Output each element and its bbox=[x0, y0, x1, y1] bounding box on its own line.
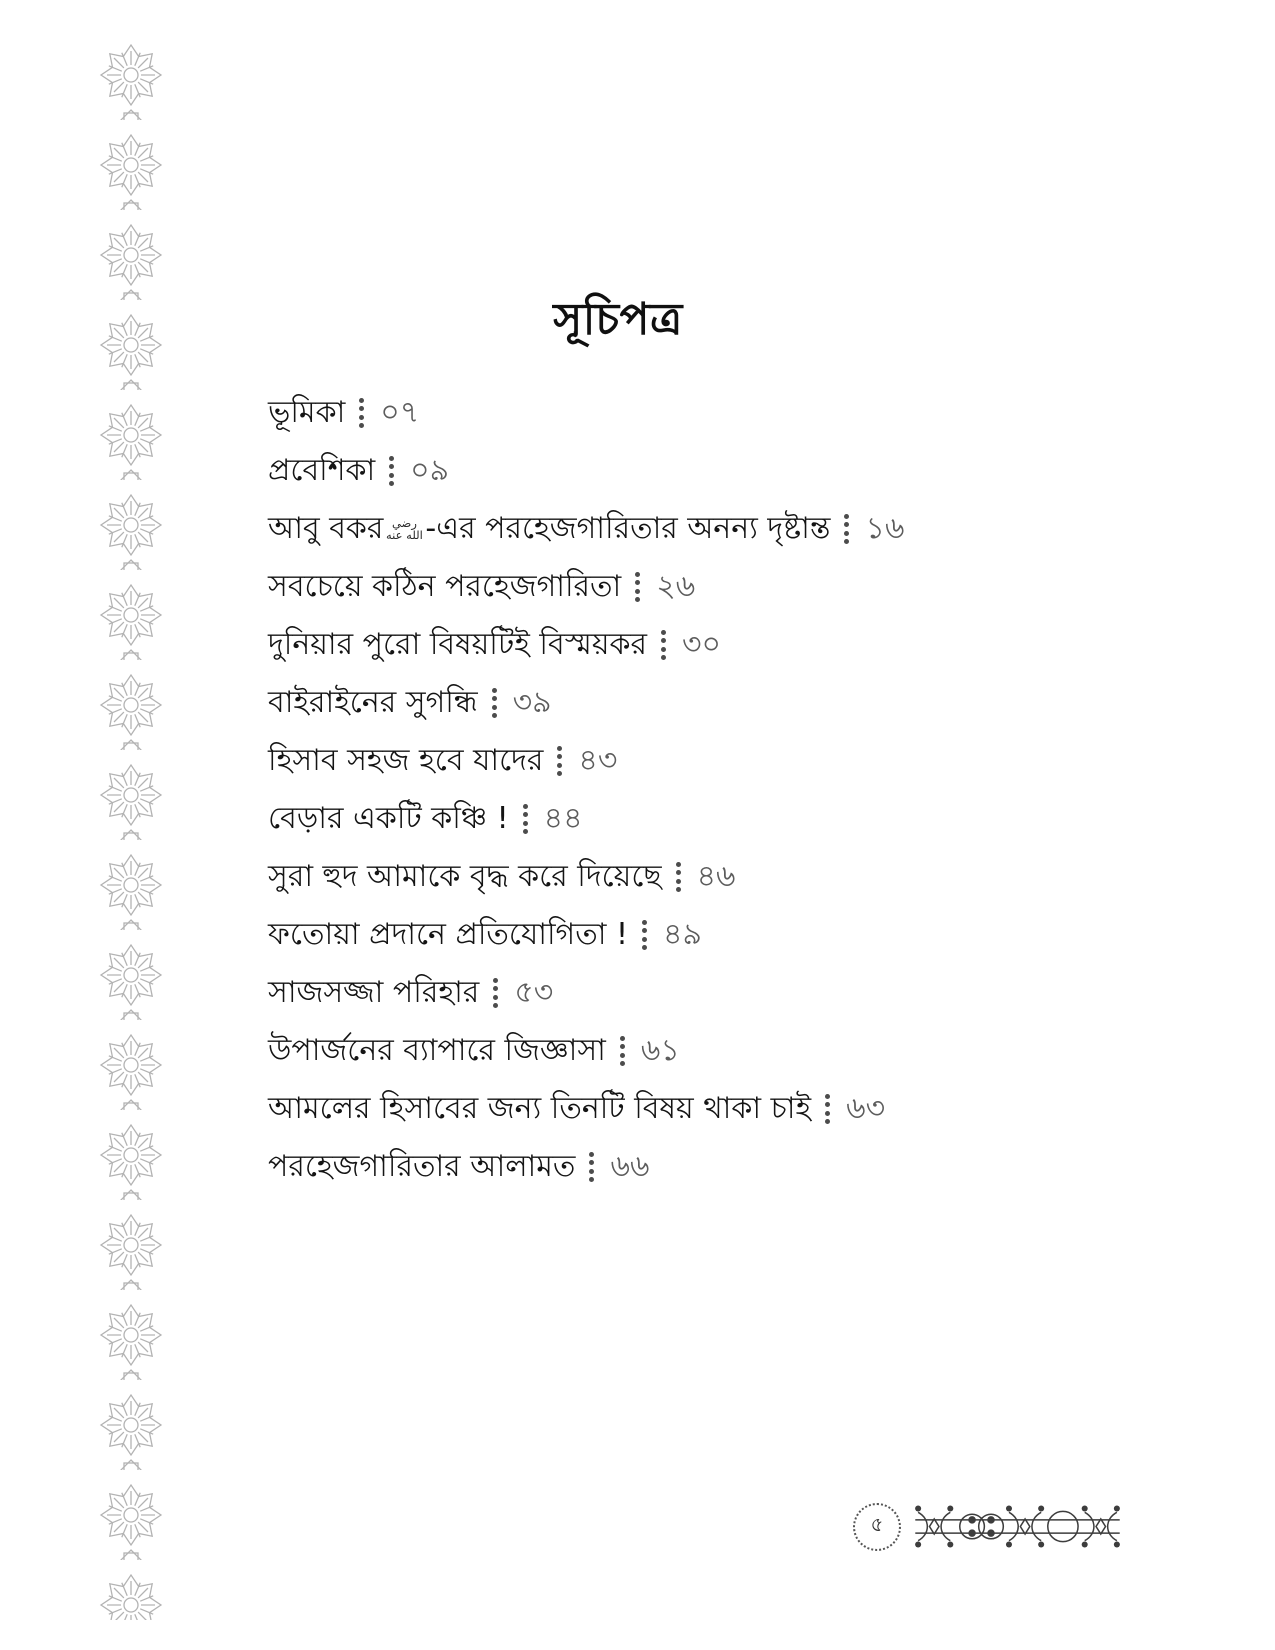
four-dot-separator-icon bbox=[523, 804, 528, 835]
toc-entry-label bbox=[268, 852, 662, 903]
toc-entry bbox=[268, 1089, 968, 1129]
toc-entry-page: ৩৯ bbox=[512, 684, 552, 720]
toc-entry-text: আমলের হিসাবের জন্য তিনটি বিষয় থাকা চাই bbox=[268, 1090, 812, 1126]
toc-entry-label bbox=[268, 620, 647, 671]
toc-entry-label bbox=[268, 968, 479, 1019]
toc-entry-page: ০৯ bbox=[410, 452, 450, 488]
toc-entry-text: ভূমিকা bbox=[268, 394, 346, 430]
toc-entry-text: আবু বকর bbox=[268, 510, 384, 546]
toc-entry-text: প্রবেশিকা bbox=[268, 452, 376, 488]
four-dot-separator-icon bbox=[661, 630, 666, 661]
four-dot-separator-icon bbox=[620, 1036, 625, 1067]
toc-entry-page: ৬১ bbox=[640, 1032, 680, 1068]
toc-entry-text: সাজসজ্জা পরিহার bbox=[268, 974, 480, 1010]
toc-entry-label bbox=[268, 794, 509, 845]
toc-entry-page: ৫৩ bbox=[514, 974, 554, 1010]
toc-list bbox=[268, 393, 968, 1187]
toc-entry-page: ২৬ bbox=[656, 568, 696, 604]
toc-entry bbox=[268, 451, 968, 491]
toc-entry-text: উপার্জনের ব্যাপারে জিজ্ঞাসা bbox=[268, 1032, 606, 1068]
toc-entry-text: বেড়ার একটি কঞ্চি ! bbox=[268, 800, 509, 836]
toc-entry-page: ১৬ bbox=[865, 510, 905, 546]
toc-content bbox=[268, 286, 968, 1205]
toc-entry-label bbox=[268, 1084, 811, 1135]
toc-entry-page: ৪৩ bbox=[578, 742, 618, 778]
page-title: সূচিপত্র bbox=[553, 294, 683, 345]
toc-entry-label bbox=[268, 562, 621, 613]
toc-entry-label bbox=[268, 1142, 575, 1193]
toc-entry-label bbox=[268, 504, 830, 555]
four-dot-separator-icon bbox=[359, 398, 364, 429]
toc-entry-label bbox=[268, 1026, 606, 1077]
four-dot-separator-icon bbox=[642, 920, 647, 951]
toc-entry bbox=[268, 973, 968, 1013]
four-dot-separator-icon bbox=[635, 572, 640, 603]
page-number-badge bbox=[853, 1503, 901, 1551]
radiallahu-anhu-calligraphy-icon: رضي الله عنه bbox=[386, 515, 423, 542]
toc-entry bbox=[268, 857, 968, 897]
four-dot-separator-icon bbox=[844, 514, 849, 545]
four-dot-separator-icon bbox=[557, 746, 562, 777]
toc-entry-page: ৩০ bbox=[682, 626, 722, 662]
toc-entry-page: ৬৩ bbox=[846, 1090, 886, 1126]
toc-entry-page: ৪৯ bbox=[663, 916, 702, 952]
toc-entry-label bbox=[268, 678, 478, 729]
toc-entry-label bbox=[268, 388, 345, 439]
four-dot-separator-icon bbox=[825, 1094, 830, 1125]
page-number: ৫ bbox=[870, 1512, 884, 1536]
toc-entry-text: ফতোয়া প্রদানে প্রতিযোগিতা ! bbox=[268, 916, 628, 952]
toc-entry bbox=[268, 1147, 968, 1187]
toc-entry bbox=[268, 567, 968, 607]
toc-entry bbox=[268, 393, 968, 433]
toc-entry-page: ৪৪ bbox=[543, 800, 583, 836]
four-dot-separator-icon bbox=[493, 978, 498, 1009]
toc-entry-label bbox=[268, 736, 543, 787]
toc-entry-page: ০৭ bbox=[380, 394, 420, 430]
toc-entry-label bbox=[268, 910, 628, 961]
toc-entry-page: ৪৬ bbox=[696, 858, 736, 894]
toc-entry-text: সবচেয়ে কঠিন পরহেজগারিতা bbox=[268, 568, 622, 604]
toc-entry-text: বাইরাইনের সুগন্ধি bbox=[268, 684, 478, 720]
toc-entry bbox=[268, 625, 968, 665]
toc-entry bbox=[268, 1031, 968, 1071]
toc-entry-text: পরহেজগারিতার আলামত bbox=[268, 1148, 576, 1184]
four-dot-separator-icon bbox=[589, 1152, 594, 1183]
toc-entry-text: সুরা হুদ আমাকে বৃদ্ধ করে দিয়েছে bbox=[268, 858, 662, 894]
toc-entry bbox=[268, 741, 968, 781]
four-dot-separator-icon bbox=[389, 456, 394, 487]
toc-entry-text: দুনিয়ার পুরো বিষয়টিই বিস্ময়কর bbox=[268, 626, 648, 662]
footer-ornament-icon bbox=[915, 1500, 1120, 1553]
toc-entry bbox=[268, 683, 968, 723]
toc-entry bbox=[268, 799, 968, 839]
islamic-star-pattern-border-icon bbox=[95, 30, 167, 1620]
page-footer bbox=[853, 1500, 1120, 1553]
toc-entry bbox=[268, 915, 968, 955]
toc-entry-page: ৬৬ bbox=[610, 1148, 650, 1184]
toc-entry-text: হিসাব সহজ হবে যাদের bbox=[268, 742, 544, 778]
four-dot-separator-icon bbox=[676, 862, 681, 893]
toc-entry-text-suffix: -এর পরহেজগারিতার অনন্য দৃষ্টান্ত bbox=[425, 510, 831, 546]
four-dot-separator-icon bbox=[492, 688, 497, 719]
toc-entry bbox=[268, 509, 968, 549]
toc-entry-label bbox=[268, 446, 375, 497]
